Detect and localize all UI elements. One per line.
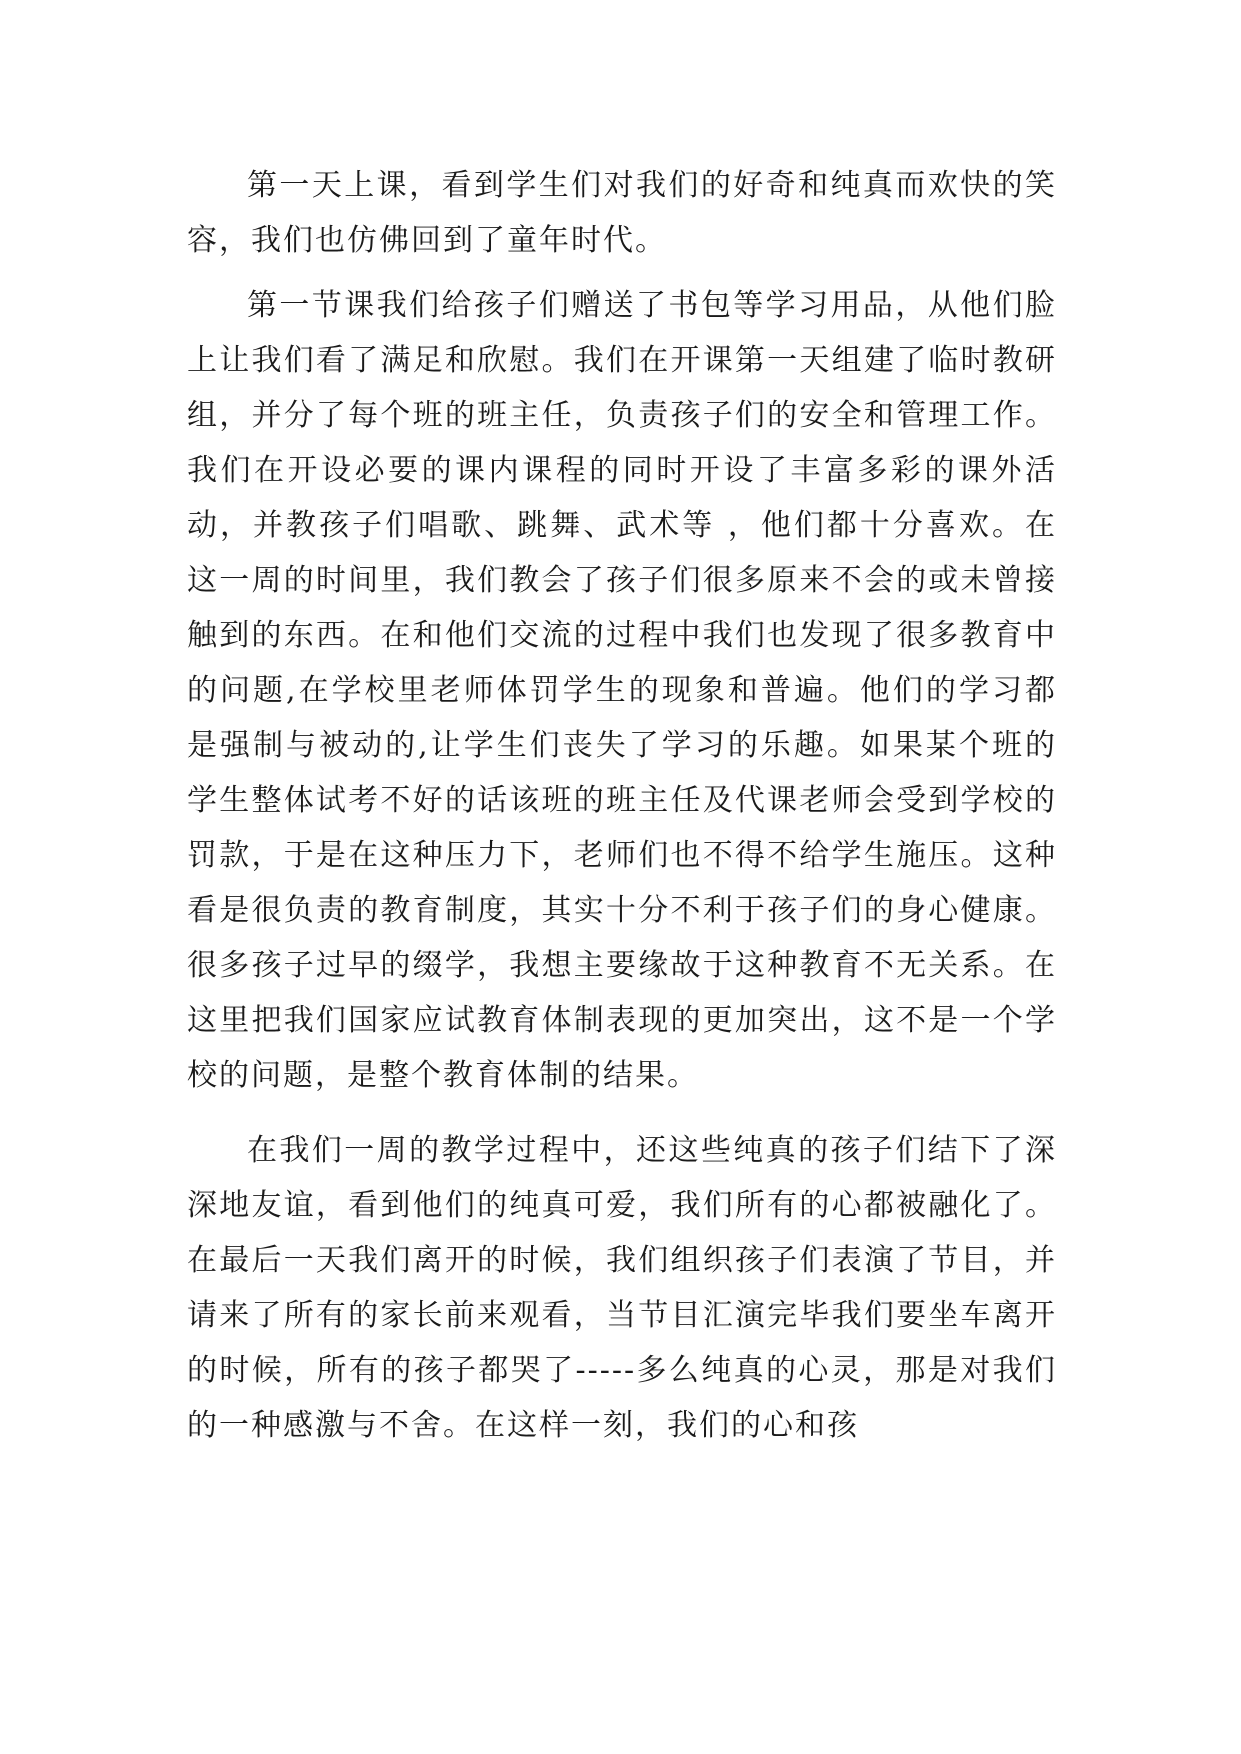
paragraph-first-day: 第一天上课，看到学生们对我们的好奇和纯真而欢快的笑容，我们也仿佛回到了童年时代。 — [187, 168, 1057, 258]
paragraph-spacer — [187, 268, 1057, 278]
paragraph-spacer — [187, 1103, 1057, 1123]
paragraph-farewell: 在我们一周的教学过程中，还这些纯真的孩子们结下了深深地友谊，看到他们的纯真可爱，我们所有的心都被融化了。在最后一天我们离开的时候，我们组织孩子们表演了节目，并请来了所有的家长前来观看，当节目汇演完毕我们要坐车离开的时候，所有的孩子都哭了-----多么纯真的心灵，那是对我们的一种感激与不舍。在这样一刻，我们的心和孩 — [187, 1133, 1057, 1443]
paragraph-first-class: 第一节课我们给孩子们赠送了书包等学习用品，从他们脸上让我们看了满足和欣慰。我们在开课第一天组建了临时教研组，并分了每个班的班主任，负责孩子们的安全和管理工作。我们在开设必要的课内课程的同时开设了丰富多彩的课外活动，并教孩子们唱歌、跳舞、武术等 ，他们都十分喜欢。在这一周的时间里，我们教会了孩子们很多原来不会的或未曾接触到的东西。在和他们交流的过程中我们也发现了很多教育中的问题,在学校里老师体罚学生的现象和普遍。他们的学习都是强制与被动的,让学生们丧失了学习的乐趣。如果某个班的学生整体试考不好的话该班的班主任及代课老师会受到学校的罚款，于是在这种压力下，老师们也不得不给学生施压。这种看是很负责的教育制度，其实十分不利于孩子们的身心健康。很多孩子过早的缀学，我想主要缘故于这种教育不无关系。在这里把我们国家应试教育体制表现的更加突出，这不是一个学校的问题，是整个教育体制的结果。 — [187, 288, 1057, 1093]
document-body — [187, 158, 1057, 1453]
